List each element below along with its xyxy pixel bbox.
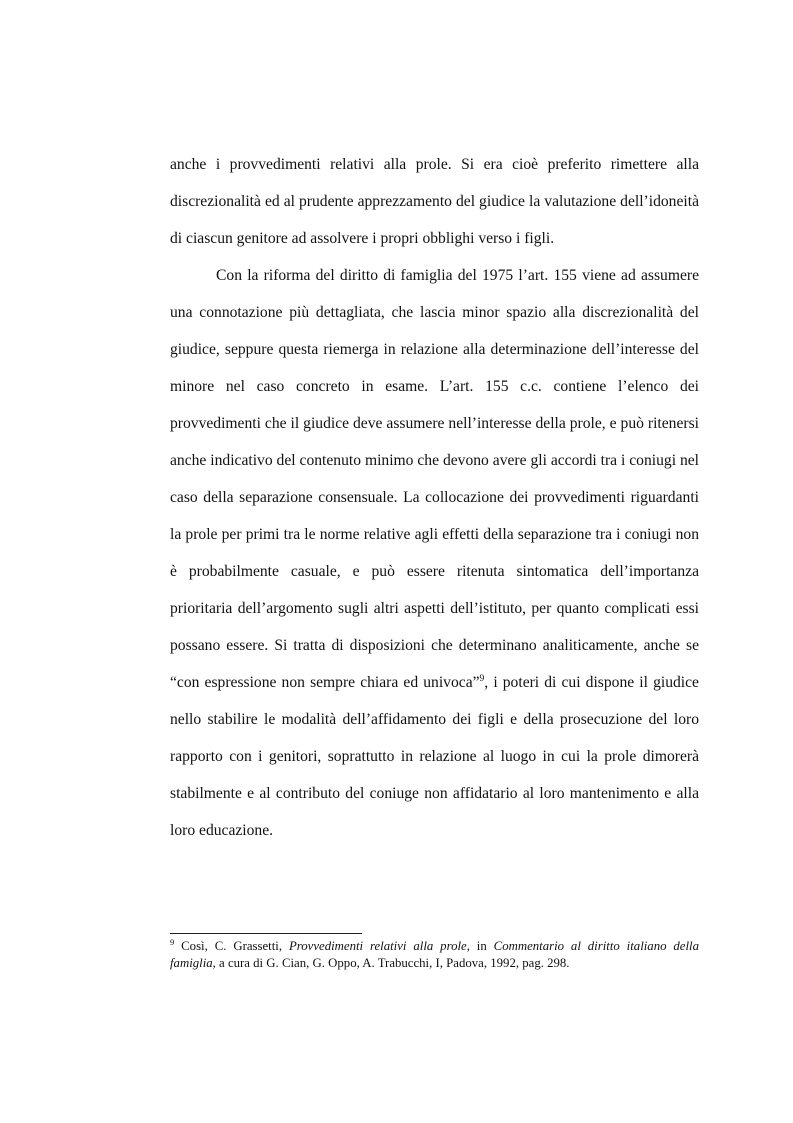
paragraph-2 — [170, 257, 699, 849]
footnote-title-1: Provvedimenti relativi alla prole, — [288, 939, 470, 953]
footnote-tail: a cura di G. Cian, G. Oppo, A. Trabucchi, I, Padova, 1992, pag. 298. — [215, 956, 570, 970]
paragraph-1: anche i provvedimenti relativi alla prole. Si era cioè preferito rimettere alla discrezionalità ed al prudente apprezzamento del giudice la valutazione dell’idoneità di ciascun genitore ad assolvere i propri obblighi verso i figli. — [170, 156, 699, 247]
main-text — [170, 146, 699, 849]
footnote-number: 9 — [170, 937, 175, 947]
footnote-lead: Così, C. Grassetti, — [174, 939, 289, 953]
paragraph-2-text: Con la riforma del diritto di famiglia del 1975 l’art. 155 viene ad assumere una connotazione più dettagliata, che lascia minor spazio alla discrezionalità del giudice, seppure questa riemerga in relazione alla determinazione dell’interesse del minore nel caso concreto in esame. L’art. 155 c.c. contiene l’elenco dei provvedimenti che il giudice deve assumere nell’interesse della prole, e può ritenersi anche indicativo del contenuto minimo che devono avere gli accordi tra i coniugi nel caso della separazione consensuale. La collocazione dei provvedimenti riguardanti la prole per primi tra le norme relative agli effetti della separazione tra i coniugi non è probabilmente casuale, e può essere ritenuta sintomatica dell’importanza prioritaria dell’argomento sugli altri aspetti dell’istituto, per quanto complicati essi possano essere. Si tratta di disposizioni che determinano analiticamente, anche se “con espressione non sempre chiara ed univoca” — [170, 267, 699, 691]
paragraph-2-continuation: , i poteri di cui dispone il giudice nello stabilire le modalità dell’affidamento dei figli e della prosecuzione del loro rapporto con i genitori, soprattutto in relazione al luogo in cui la prole dimorerà stabilmente e al contributo del coniuge non affidatario al loro mantenimento e alla loro educazione. — [170, 674, 699, 839]
footnote-separator — [170, 933, 362, 934]
footnote-mid: in — [469, 939, 494, 953]
footnote-reference[interactable]: 9 — [479, 674, 485, 684]
footnote — [170, 938, 699, 972]
footnote-title-2: Commentario al diritto italiano della famiglia, — [170, 939, 699, 970]
